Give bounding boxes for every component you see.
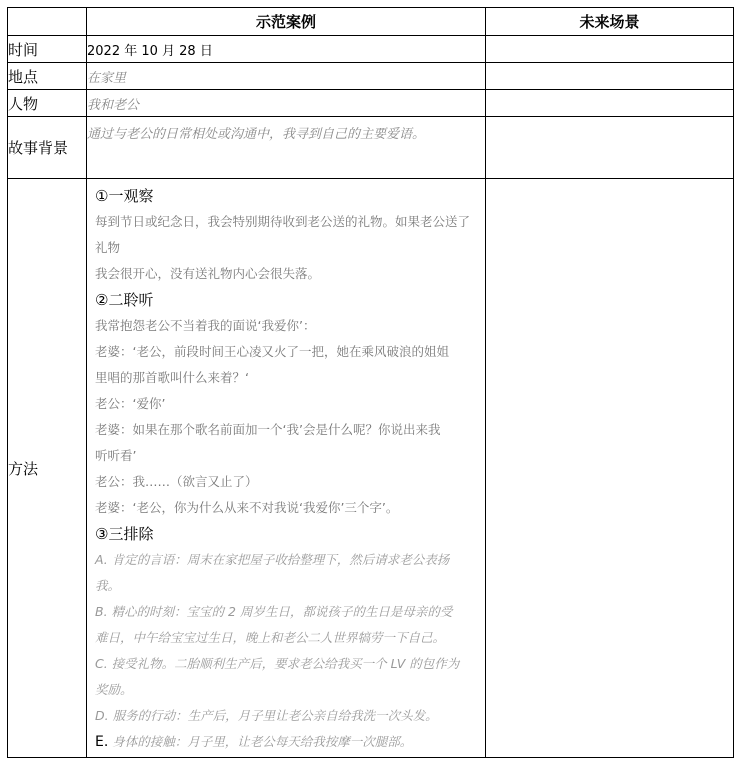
label-background: 故事背景 [8, 117, 87, 179]
exclude-line: D. 服务的行动：生产后，月子里让老公亲自给我洗一次头发。 [95, 708, 438, 723]
future-people-cell[interactable] [486, 90, 734, 117]
section-observe-title: ①一观察 [95, 187, 154, 205]
listen-line: 听听看’ [95, 448, 137, 463]
header-future: 未来场景 [486, 8, 734, 36]
exclude-line: B. 精心的时刻：宝宝的 2 周岁生日，都说孩子的生日是母亲的受 [95, 604, 453, 619]
value-place: 在家里 [87, 63, 486, 90]
future-method-cell[interactable] [486, 179, 734, 758]
label-place: 地点 [8, 63, 87, 90]
exclude-line-e [95, 729, 479, 755]
row-method [8, 179, 734, 758]
exclude-e-letter: E. [95, 734, 109, 750]
header-row [8, 8, 734, 36]
exclude-e-text: 身体的接触：月子里，让老公每天给我按摩一次腿部。 [112, 734, 413, 749]
listen-line: 老婆：‘老公，前段时间王心凌又火了一把，她在乘风破浪的姐姐 [95, 344, 449, 359]
story-template-table [7, 7, 734, 758]
listen-line: 老公：我……（欲言又止了） [95, 474, 258, 489]
future-place-cell[interactable] [486, 63, 734, 90]
method-content [87, 179, 486, 758]
value-people: 我和老公 [87, 90, 486, 117]
listen-line: 老公：‘爱你’ [95, 396, 166, 411]
listen-line: 老婆：如果在那个歌名前面加一个‘我’会是什么呢？你说出来我 [95, 422, 441, 437]
listen-line: 里唱的那首歌叫什么来着？‘ [95, 370, 249, 385]
exclude-line: 我。 [95, 578, 121, 593]
row-people [8, 90, 734, 117]
section-listen-title: ②二聆听 [95, 291, 154, 309]
row-place [8, 63, 734, 90]
row-background [8, 117, 734, 179]
label-people: 人物 [8, 90, 87, 117]
value-time: 2022 年 10 月 28 日 [87, 36, 486, 63]
label-time: 时间 [8, 36, 87, 63]
exclude-line: A. 肯定的言语：周末在家把屋子收拾整理下，然后请求老公表扬 [95, 552, 450, 567]
row-time [8, 36, 734, 63]
future-time-cell[interactable] [486, 36, 734, 63]
header-blank-cell [8, 8, 87, 36]
value-background: 通过与老公的日常相处或沟通中，我寻到自己的主要爱语。 [87, 117, 486, 179]
observe-line: 我会很开心，没有送礼物内心会很失落。 [95, 266, 321, 281]
listen-line: 我常抱怨老公不当着我的面说‘我爱你’： [95, 318, 316, 333]
exclude-line: 难日，中午给宝宝过生日，晚上和老公二人世界犒劳一下自己。 [95, 630, 446, 645]
label-method: 方法 [8, 179, 87, 758]
exclude-line: C. 接受礼物。二胎顺利生产后，要求老公给我买一个 LV 的包作为 [95, 656, 460, 671]
header-example: 示范案例 [87, 8, 486, 36]
future-background-cell[interactable] [486, 117, 734, 179]
observe-line: 每到节日或纪念日，我会特别期待收到老公送的礼物。如果老公送了礼物 [95, 214, 471, 255]
exclude-line: 奖励。 [95, 682, 133, 697]
section-exclude-title: ③三排除 [95, 525, 154, 543]
listen-line: 老婆：‘老公，你为什么从来不对我说‘我爱你’三个字’。 [95, 500, 399, 515]
